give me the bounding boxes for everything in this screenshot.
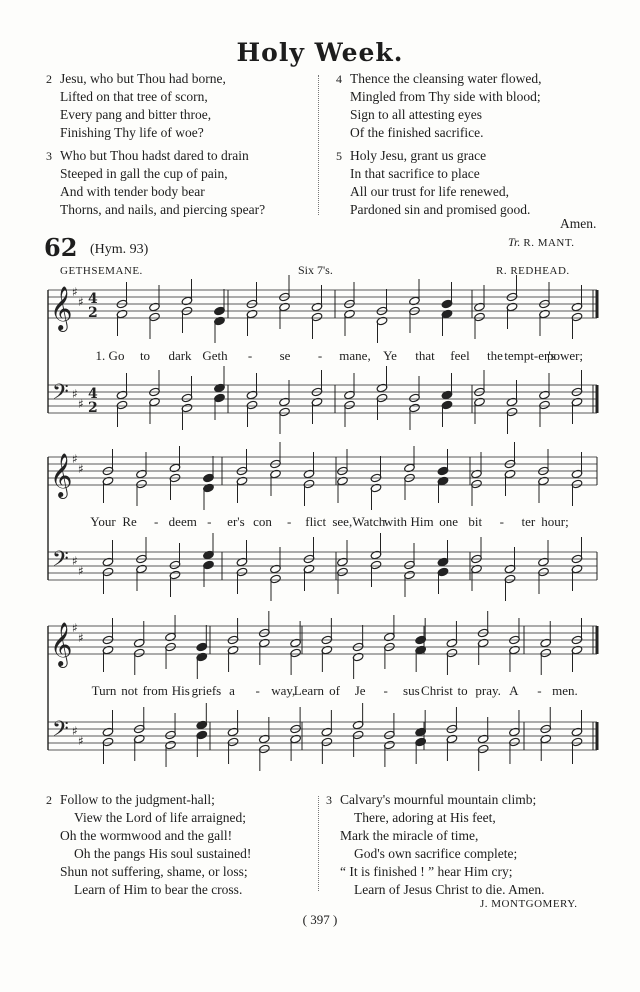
- lyric-syllable: to: [457, 683, 468, 698]
- hymn-reference: (Hym. 93): [90, 242, 149, 257]
- tune-name: GETHSEMANE.: [60, 265, 143, 277]
- lyric-syllable: Christ: [421, 683, 453, 698]
- lyric-syllable: A: [509, 683, 519, 698]
- verse-line: Who but Thou hadst dared to drain: [60, 148, 249, 163]
- lyric-syllable: con: [253, 514, 272, 529]
- lyric-syllable: se: [279, 348, 291, 363]
- author-credit: J. MONTGOMERY.: [480, 898, 578, 910]
- verse-line: Thorns, and nails, and piercing spear?: [60, 202, 266, 217]
- lyric-syllable: with: [383, 514, 408, 529]
- sharp-icon: ♯: [72, 387, 78, 401]
- sharp-icon: ♯: [78, 295, 84, 309]
- verse-line: Learn of Him to bear the cross.: [74, 882, 243, 897]
- lyric-syllable: tempt-er's: [504, 348, 556, 363]
- lyric-syllable: flict: [305, 514, 327, 529]
- lyric-syllable: 1. Go: [95, 348, 125, 363]
- bass-clef-icon: 𝄢: [52, 547, 69, 577]
- lyric-syllable: -: [317, 348, 323, 363]
- verse-line: Mark the miracle of time,: [340, 828, 479, 843]
- verse-line: Shun not suffering, shame, or loss;: [60, 864, 248, 879]
- lyric-syllable: feel: [450, 348, 470, 363]
- lyric-syllable: deem: [168, 514, 197, 529]
- lyric-syllable: a: [229, 683, 235, 698]
- lyric-syllable: -: [537, 683, 542, 698]
- verse-number: 4: [336, 72, 342, 86]
- verse-3-bottom: [326, 791, 545, 899]
- verse-line: Follow to the judgment-hall;: [60, 792, 215, 807]
- lyric-syllable: Your: [90, 514, 116, 529]
- verse-2-bottom: [46, 791, 252, 899]
- lyric-syllable: -: [286, 514, 292, 529]
- lyric-syllable: men.: [552, 683, 578, 698]
- time-signature-top: 4: [88, 386, 98, 402]
- verse-line: There, adoring at His feet,: [354, 810, 496, 825]
- verse-line: Thence the cleansing water flowed,: [350, 71, 542, 86]
- treble-clef-icon: 𝄞: [50, 622, 73, 666]
- verse-number: 3: [326, 793, 332, 807]
- sharp-icon: ♯: [78, 462, 84, 476]
- verse-line: Every pang and bitter throe,: [60, 107, 212, 122]
- lyric-syllable: of: [329, 683, 340, 698]
- lyric-syllable: hour;: [541, 514, 569, 529]
- lyric-syllable: -: [255, 683, 260, 698]
- verse-line: Learn of Jesus Christ to die. Amen.: [354, 882, 545, 897]
- sharp-icon: ♯: [78, 734, 84, 748]
- lyric-syllable: the: [487, 348, 503, 363]
- lyric-syllable: -: [207, 514, 212, 529]
- verse-line: Of the finished sacrifice.: [350, 125, 484, 140]
- verse-line: Pardoned sin and promised good.: [350, 202, 531, 217]
- lyric-syllable: to: [139, 348, 151, 363]
- treble-clef-icon: 𝄞: [50, 453, 73, 497]
- verse-line: And with tender body bear: [60, 184, 205, 199]
- sharp-icon: ♯: [78, 564, 84, 578]
- lyric-syllable: power;: [546, 348, 584, 363]
- verse-line: Holy Jesu, grant us grace: [350, 148, 487, 163]
- verse-number: 2: [46, 793, 52, 807]
- lyric-syllable: ter: [521, 514, 536, 529]
- verse-line: Sign to all attesting eyes: [350, 107, 482, 122]
- verse-line: In that sacrifice to place: [350, 166, 480, 181]
- time-signature-bottom: 2: [88, 400, 98, 416]
- lyric-syllable: Re: [122, 514, 137, 529]
- verse-line: Finishing Thy life of woe?: [60, 125, 204, 140]
- time-signature-top: 4: [88, 291, 98, 307]
- verse-number: 3: [46, 149, 52, 163]
- lyric-syllable: see,: [332, 514, 353, 529]
- lyric-syllable: not: [121, 683, 138, 698]
- sharp-icon: ♯: [78, 631, 84, 645]
- hymn-number: 62: [44, 233, 78, 262]
- column-divider: [318, 796, 320, 891]
- page-title: Holy Week.: [236, 38, 404, 67]
- verse-line: Mingled from Thy side with blood;: [350, 89, 541, 104]
- treble-clef-icon: 𝄞: [50, 286, 73, 330]
- verse-line: All our trust for life renewed,: [350, 184, 509, 199]
- sharp-icon: ♯: [72, 621, 78, 635]
- lyric-syllable: Ye: [383, 348, 397, 363]
- bass-clef-icon: 𝄢: [52, 380, 69, 410]
- lyric-syllable: way,: [271, 683, 296, 698]
- sharp-icon: ♯: [72, 554, 78, 568]
- lyric-syllable: -: [383, 683, 388, 698]
- time-signature-bottom: 2: [88, 305, 98, 321]
- lyric-syllable: bit: [468, 514, 483, 529]
- lyric-syllable: that: [415, 348, 435, 363]
- lyric-syllable: sus: [403, 683, 420, 698]
- amen-text: Amen.: [560, 216, 597, 231]
- lyric-syllable: from: [142, 683, 168, 698]
- verse-line: Lifted on that tree of scorn,: [60, 89, 208, 104]
- lyric-syllable: -: [247, 348, 253, 363]
- translator-prefix: Tr.: [508, 235, 521, 249]
- sharp-icon: ♯: [78, 397, 84, 411]
- lyric-syllable: dark: [168, 348, 192, 363]
- lyric-syllable: mane,: [339, 348, 371, 363]
- verse-line: God's own sacrifice complete;: [354, 846, 518, 861]
- lyric-syllable: His: [171, 683, 190, 698]
- composer: R. REDHEAD.: [496, 265, 570, 277]
- lyric-syllable: Watch: [352, 514, 386, 529]
- verse-line: View the Lord of life arraigned;: [74, 810, 246, 825]
- sharp-icon: ♯: [72, 724, 78, 738]
- verse-number: 5: [336, 149, 342, 163]
- verse-line: Steeped in gall the cup of pain,: [60, 166, 228, 181]
- lyric-syllable: griefs: [191, 683, 222, 698]
- lyric-syllable: Learn: [293, 683, 325, 698]
- verse-line: Oh the pangs His soul sustained!: [74, 846, 252, 861]
- sharp-icon: ♯: [72, 452, 78, 466]
- lyric-syllable: Turn: [91, 683, 117, 698]
- sharp-icon: ♯: [72, 285, 78, 299]
- lyric-syllable: -: [154, 514, 159, 529]
- translator-name: R. MANT.: [523, 237, 575, 249]
- lyric-syllable: pray.: [475, 683, 501, 698]
- meter: Six 7's.: [298, 263, 333, 277]
- verse-line: Jesu, who but Thou had borne,: [60, 71, 226, 86]
- verse-line: “ It is finished ! ” hear Him cry;: [340, 864, 513, 879]
- lyric-syllable: Geth: [202, 348, 228, 363]
- lyric-syllable: one: [439, 514, 459, 529]
- lyric-syllable: Je: [354, 683, 366, 698]
- lyric-syllable: er's: [227, 514, 245, 529]
- page-number: ( 397 ): [302, 912, 338, 927]
- verse-line: Calvary's mournful mountain climb;: [340, 792, 537, 807]
- lyric-syllable: Him: [410, 514, 434, 529]
- verse-line: Oh the wormwood and the gall!: [60, 828, 233, 843]
- bass-clef-icon: 𝄢: [52, 717, 69, 747]
- verse-number: 2: [46, 72, 52, 86]
- lyric-syllable: -: [499, 514, 504, 529]
